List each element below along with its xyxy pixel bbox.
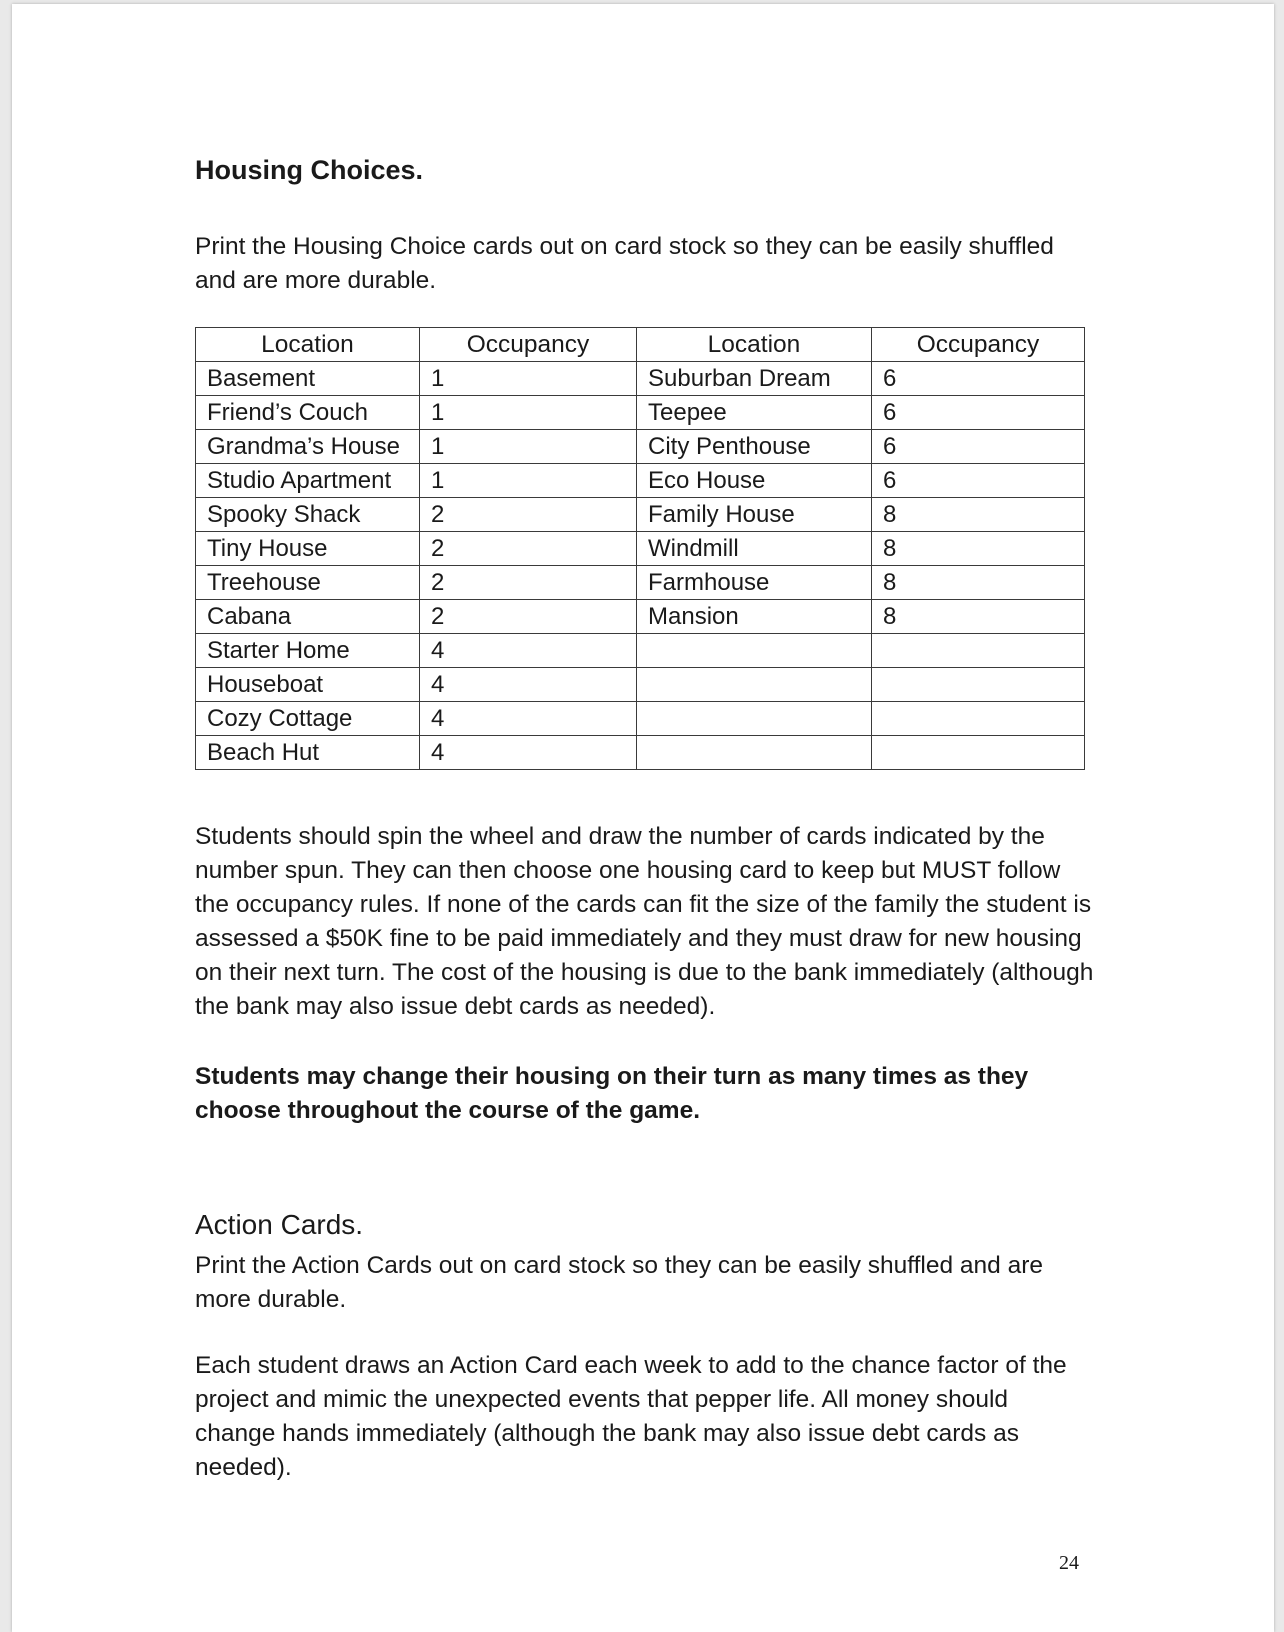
table-row <box>196 464 1085 498</box>
location-cell: Studio Apartment <box>196 464 420 498</box>
occupancy-cell: 8 <box>872 498 1085 532</box>
table-row <box>196 532 1085 566</box>
occupancy-cell: 4 <box>420 736 637 770</box>
table-row <box>196 634 1085 668</box>
occupancy-cell: 1 <box>420 396 637 430</box>
occupancy-cell: 4 <box>420 634 637 668</box>
empty-cell <box>872 668 1085 702</box>
empty-cell <box>637 736 872 770</box>
empty-cell <box>637 702 872 736</box>
location-cell: Family House <box>637 498 872 532</box>
table-header-row <box>196 328 1085 362</box>
occupancy-cell: 4 <box>420 668 637 702</box>
housing-change-note: Students may change their housing on their turn as many times as they choose throughout the course of the game. <box>195 1063 1029 1124</box>
location-cell: Farmhouse <box>637 566 872 600</box>
location-cell: Windmill <box>637 532 872 566</box>
occupancy-cell: 4 <box>420 702 637 736</box>
location-cell: Houseboat <box>196 668 420 702</box>
location-cell: Treehouse <box>196 566 420 600</box>
page-number: 24 <box>1059 1552 1079 1574</box>
empty-cell <box>637 634 872 668</box>
occupancy-cell: 8 <box>872 566 1085 600</box>
occupancy-cell: 2 <box>420 600 637 634</box>
table-row <box>196 600 1085 634</box>
table-row <box>196 498 1085 532</box>
location-cell: Mansion <box>637 600 872 634</box>
location-cell: Cabana <box>196 600 420 634</box>
location-cell: Beach Hut <box>196 736 420 770</box>
location-cell: Cozy Cottage <box>196 702 420 736</box>
location-cell: City Penthouse <box>637 430 872 464</box>
empty-cell <box>872 736 1085 770</box>
location-cell: Eco House <box>637 464 872 498</box>
occupancy-cell: 2 <box>420 532 637 566</box>
occupancy-cell: 1 <box>420 464 637 498</box>
occupancy-cell: 2 <box>420 498 637 532</box>
occupancy-cell: 6 <box>872 430 1085 464</box>
occupancy-cell: 6 <box>872 362 1085 396</box>
location-cell: Starter Home <box>196 634 420 668</box>
housing-choices-heading: Housing Choices. <box>195 155 424 185</box>
housing-rules-paragraph: Students should spin the wheel and draw the number of cards indicated by the number spun. They can then choose one housing card to keep but MUST follow the occupancy rules. If none of the cards can fit the size of the family the student is assessed a $50K fine to be paid immediately and they must draw for new housing on their next turn. The cost of the housing is due to the bank immediately (although the bank may also issue debt cards as needed). <box>195 823 1094 1020</box>
table-row <box>196 702 1085 736</box>
location-cell: Spooky Shack <box>196 498 420 532</box>
document-page <box>12 4 1274 1632</box>
table-row <box>196 362 1085 396</box>
action-weekly-paragraph: Each student draws an Action Card each week to add to the chance factor of the project and mimic the unexpected events that pepper life. All money should change hands immediately (although the bank may also issue debt cards as needed). <box>195 1352 1067 1481</box>
table-row <box>196 396 1085 430</box>
empty-cell <box>872 702 1085 736</box>
housing-table <box>195 327 1085 770</box>
table-row <box>196 668 1085 702</box>
occupancy-cell: 6 <box>872 396 1085 430</box>
location-cell: Friend’s Couch <box>196 396 420 430</box>
occupancy-cell: 8 <box>872 532 1085 566</box>
table-row <box>196 566 1085 600</box>
occupancy-cell: 1 <box>420 430 637 464</box>
occupancy-cell: 8 <box>872 600 1085 634</box>
housing-table-body <box>196 362 1085 770</box>
location-cell: Basement <box>196 362 420 396</box>
occupancy-cell: 6 <box>872 464 1085 498</box>
location-cell: Teepee <box>637 396 872 430</box>
action-intro-paragraph: Print the Action Cards out on card stock so they can be easily shuffled and are more durable. <box>195 1252 1044 1313</box>
housing-intro-paragraph: Print the Housing Choice cards out on card stock so they can be easily shuffled and are more durable. <box>195 233 1054 294</box>
location-cell: Tiny House <box>196 532 420 566</box>
occupancy-cell: 1 <box>420 362 637 396</box>
occupancy-cell: 2 <box>420 566 637 600</box>
location-cell: Suburban Dream <box>637 362 872 396</box>
header-occupancy-left: Occupancy <box>420 328 637 362</box>
empty-cell <box>872 634 1085 668</box>
header-location-left: Location <box>196 328 420 362</box>
header-occupancy-right: Occupancy <box>872 328 1085 362</box>
location-cell: Grandma’s House <box>196 430 420 464</box>
action-cards-heading: Action Cards. <box>195 1209 364 1240</box>
header-location-right: Location <box>637 328 872 362</box>
empty-cell <box>637 668 872 702</box>
table-row <box>196 430 1085 464</box>
table-row <box>196 736 1085 770</box>
